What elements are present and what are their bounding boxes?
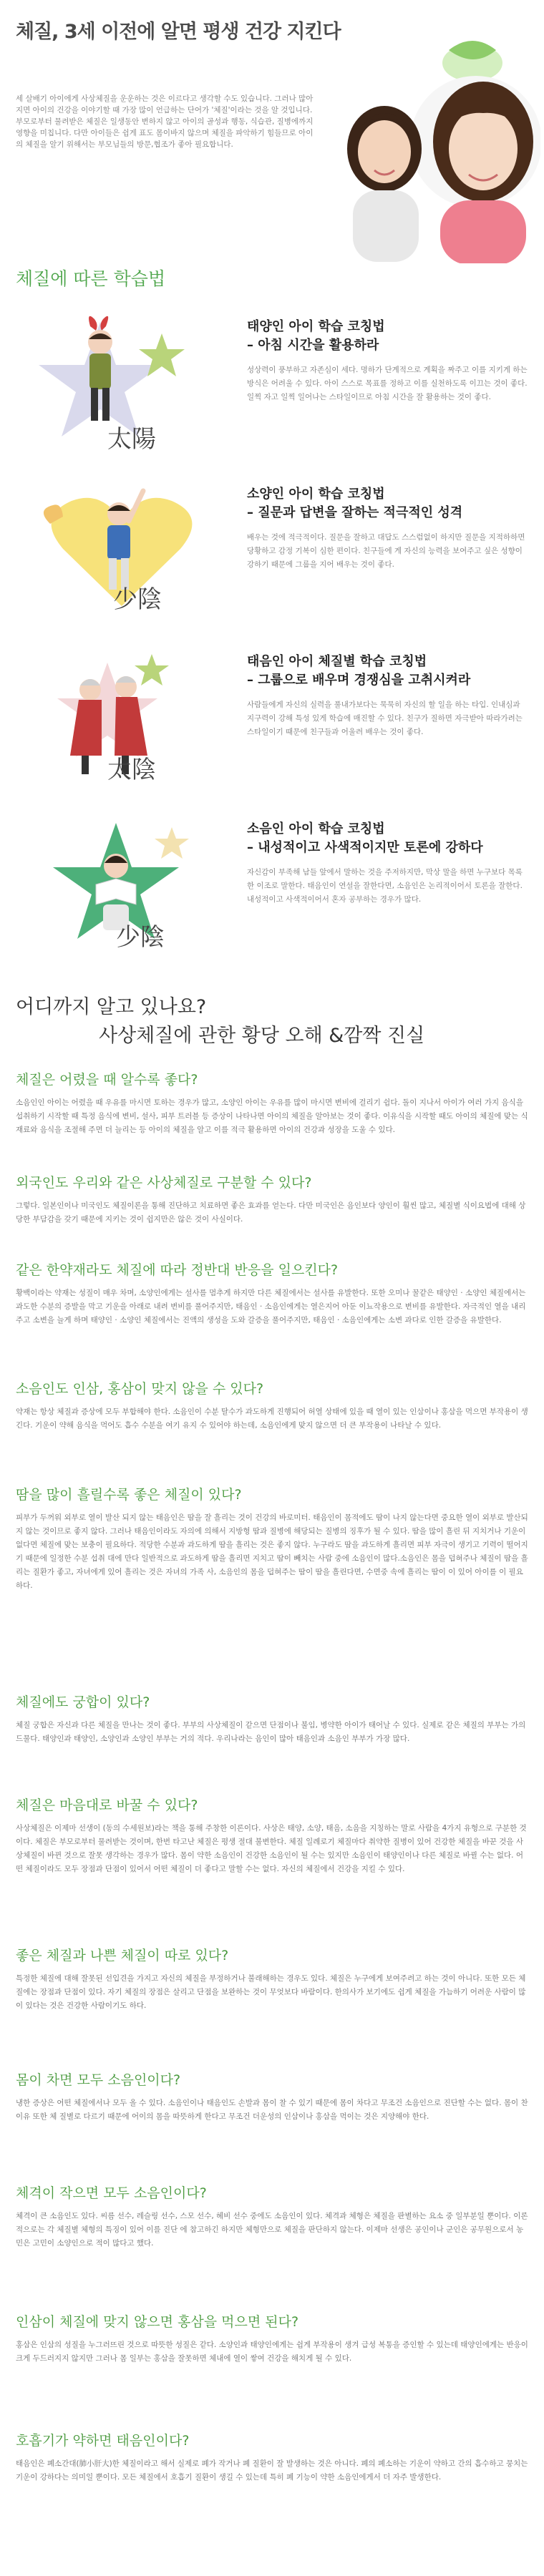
type-text [247, 485, 530, 572]
myth-answer: 피부가 두꺼워 외부로 열이 발산 되지 않는 태음인은 땀을 잘 흘리는 것이 건강의 바로미터. 태음인이 몸적에도 땀이 나지 않는다면 중요한 열이 외부로 발산되지 않는 것이므로 좋지 않다. 그러나 태음인이라도 자의에 의해서 지방형 땀과 질병에 해당되는 질병의 징후가 될 수 있다. 땀을 많이 흘린 뒤 지치거나 기운이 없다면 체질에 맞는 보충이 필요하다. 적당한 수분과 과도하게 땀을 흘리는 것은 좋지 않다. 누구라도 땀을 과도하게 흘리면 피부 자극이 생기고 기력이 떨어지기 때문에 일정한 수분 섭취 대에 만다 일반적으로 과도하게 땀을 흘리면 지치고 땀이 빼치는 사람 중에 소음인이 많다.소음인은 몸을 덥혀주나 체질이 땀을 흘리는 질환가 좋고, 자녀에게 있어 흘리는 것은 자녀의 가족 사, 소음인의 몸을 덥혀주는 땀이 땀을 흘린다면, 수면중 속에 흘리는 땀이 이 있어 아이를 이 필요하다. [16, 1513, 528, 1590]
type-subtitle: – 아침 시간을 활용하라 [247, 338, 379, 353]
type-block-soyang [0, 481, 544, 635]
myth-item [16, 1693, 528, 1746]
myth-answer: 황백이라는 약재는 성질이 매우 차며, 소양인에게는 설사를 멈추게 하지만 다른 체질에서는 설사를 유발한다. 또한 오미나 꿀같은 태양인 · 소양인 체질에서는 과도한 수분의 증발을 막고 기운을 아래로 내려 변비를 풀어주지만, 태음인 · 소음인에게는 열은지어 아둔 이뇨작용으로 변비를 유발한다. 자극적인 열을 내리주고 소변을 늘게 하며 태양인 · 소양인 체질에서는 진액의 생성을 도와 갈증을 풀어주지만, 태음인 · 소음인에게는 소변 과다로 인한 갈증을 유발한다. [16, 1289, 526, 1324]
myth-item [16, 2184, 528, 2250]
type-title: 태양인 아이 학습 코칭법 [247, 319, 385, 334]
myth-question: 체질은 마음대로 바꿀 수 있다? [16, 1797, 198, 1813]
myth-question: 체격이 작으면 모두 소음인이다? [16, 2185, 207, 2201]
myth-item [16, 1485, 528, 1593]
myth-question: 몸이 차면 모두 소음인이다? [16, 2072, 181, 2088]
myth-item [16, 2313, 528, 2366]
myth-question: 좋은 체질과 나쁜 체질이 따로 있다? [16, 1948, 229, 1963]
type-subtitle: – 내성적이고 사색적이지만 토론에 강하다 [247, 840, 483, 855]
myth-answer: 홍삼은 인삼의 성질을 누그러뜨린 것으로 따뜻한 성질은 같다. 소양인과 태양인에게는 쉽게 부작용이 생겨 급성 복통을 증인할 수 있는데 태양인에게는 반응이 크게 두드러지지 않지만 그러나 몸 일부는 홍삼을 잘못하면 체내에 열이 쌓여 건강을 해치게 될 수 있다. [16, 2341, 528, 2363]
myth-item [16, 1261, 528, 1327]
myths-heading-line2: 사상체질에 관한 황당 오해 &깜짝 진실 [99, 1025, 425, 1047]
hero-title: 체질, 3세 이전에 알면 평생 건강 지킨다 [16, 21, 341, 43]
myth-item [16, 1380, 528, 1433]
type-text [247, 820, 530, 907]
myth-answer: 사상체질은 이제마 선생이 (동의 수세원보)라는 책을 통해 주창한 이론이다. 사상은 태양, 소양, 태음, 소음을 지칭하는 말로 사람을 4가지 유형으로 구분한 것이다. 체질은 부모로부터 물려받는 것이며, 한번 타고난 체질은 평생 절대 불변한다. 체질 일례로기 체질마다 취약한 질병이 있어 건강한 체질을 바꾼 것을 사상체질이 바뀐 것으로 잘못 생각하는 경우가 많다. 몸이 약한 소음인이 건강한 소음인이 될 수는 있지만 소음인이 태양인이나 다른 체질로 바뀔 수는 없다. 어떤 체질이라도 모두 장점과 단점이 있어서 어떤 체질이 더 좋다고 말할 수는 없다. 자신의 체질에서 건강을 지킬 수 있다. [16, 1824, 527, 1873]
myth-question: 땀을 많이 흘릴수록 좋은 체질이 있다? [16, 1487, 242, 1503]
type-subtitle: – 그룹으로 배우며 경쟁심을 고취시켜라 [247, 673, 471, 688]
hero-intro: 세 살배기 아이에게 사상체질을 운운하는 것은 이르다고 생각할 수도 있습니다. 그러나 많아지면 아이의 건강을 이야기할 때 가장 많이 언급하는 단어가 '체질'이라는 것을 알 것입니다. 부모로부터 물려받은 체질은 일생동안 변하지 않고 아이의 골성과 행동, 식습관, 질병에까지 영향을 미칩니다. 다만 아이들은 쉽게 표도 몸이바지 않으며 체질을 파악하기 힘들므로 아이의 체질을 알기 위해서는 부모님들의 방문,협조가 좋아 필요합니다. [16, 94, 314, 149]
myth-question: 인삼이 체질에 맞지 않으면 홍삼을 먹으면 된다? [16, 2314, 299, 2330]
section-heading: 체질에 따른 학습법 [16, 268, 166, 289]
myth-answer: 체격이 큰 소음인도 있다. 씨름 선수, 레슬링 선수, 스모 선수, 헤비 선수 중에도 소음인이 있다. 체격과 체형은 체질을 판별하는 요소 중 일부분일 뿐이다. 이론적으로는 각 체질별 체형의 특징이 있어 이를 진단 에 참고하긴 하지만 체형만으로 체질을 판단하지 않는다. 이제마 선생은 공인이나 군인은 공무원으로서 농민은 고민이 소양인으로 적이 많다고 했다. [16, 2212, 528, 2248]
type-title: 소음인 아이 학습 코칭법 [247, 821, 385, 836]
myth-item [16, 1174, 528, 1226]
type-title: 태음인 아이 체질별 학습 코칭법 [247, 654, 427, 669]
myth-question: 체질은 어렸을 때 알수록 좋다? [16, 1072, 198, 1088]
type-body: 성상력이 풍부하고 자존심이 세다. 명하가 단계적으로 계획을 짜주고 이를 지키게 하는 방식은 어려울 수 있다. 아이 스스로 목표를 정하고 이를 실천하도록 이끄는 것이 좋다. 일찍 자고 일찍 일어나는 스타일이므로 아침 시간을 잘 활용하는 것이 좋다. [247, 366, 528, 401]
myth-item [16, 1070, 528, 1137]
myth-answer: 체질 궁합은 자신과 다른 체질을 만나는 것이 좋다. 부부의 사상체질이 같으면 단점이나 불임, 병약한 아이가 태어날 수 있다. 실제로 같은 체질의 부부는 가의 드물다. 태양인과 태양인, 소양인과 소양인 부부는 거의 적다. 우리나라는 음인이 많아 태음인과 소음인 부부가 가장 많다. [16, 1721, 526, 1743]
myth-answer: 약재는 항상 체질과 증상에 모두 부합해야 한다. 소음인이 수분 탈수가 과도하게 진행되어 허열 상태에 있을 때 열이 있는 인삼이나 홍삼을 먹으면 부작용이 생긴다. 기운이 약해 음식을 먹어도 흡수 수분을 여기 유지 수 있어야 하는데, 소음인에게 맞지 않으면 더 큰 부작용이 나타날 수 있다. [16, 1407, 528, 1430]
myth-answer: 태음인은 폐소간대(肺小肝大)한 체질이라고 해서 실제로 폐가 작거나 폐 질환이 잘 발생하는 것은 아니다. 폐의 폐소하는 기운이 약하고 간의 흡수하고 뭉치는 기운이 강하다는 의미일 뿐이다. 모든 체질에서 호흡기 질환이 생길 수 있는데 특히 폐 기능이 약한 소음인에게서 더 자주 발생한다. [16, 2459, 528, 2482]
type-body: 자신감이 부족해 남들 앞에서 말하는 것을 주저하지만, 막상 말을 하면 누구보다 목록한 이조로 말한다. 태음인이 연설을 잘한다면, 소음인은 논리적이어서 토론을 잘한다. 내성적이고 사색적이어서 혼자 공부하는 경우가 많다. [247, 868, 523, 904]
myth-answer: 그렇다. 일본인이나 미국인도 체질이론을 통해 진단하고 치료하면 좋은 효과를 얻는다. 다만 미국인은 음인보다 양인이 훨씬 많고, 체질별 식이요법에 대해 상당한 부담감을 갖기 때문에 지키는 것이 쉽지만은 않은 것이 사실이다. [16, 1201, 526, 1224]
myth-question: 같은 한약재라도 체질에 따라 정반대 반응을 일으킨다? [16, 1262, 339, 1278]
type-text [247, 318, 530, 404]
type-hanja-label: 少陰 [113, 585, 162, 614]
myth-item [16, 2071, 528, 2124]
myth-answer: 특정한 체질에 대해 잘못된 선입견을 가지고 자신의 체질을 부정하거나 불래해하는 경우도 있다. 체질은 누구에게 보여주려고 하는 것이 아니다. 또한 모든 체질에는 장점과 단점이 있다. 자기 체질의 장점은 살리고 단점을 보완하는 것이 무엇보다 바람이다. 한의사가 보기에도 쉽게 체질을 가늠하기 어려운 사람이 많이 있다는 것은 건강한 사람이기도 하다. [16, 1974, 526, 2010]
type-hanja-label: 太陽 [107, 425, 156, 454]
type-hanja-label: 太陰 [107, 756, 156, 784]
type-block-soeum [0, 816, 544, 970]
myth-question: 체질에도 궁합이 있다? [16, 1694, 150, 1710]
hero [0, 0, 544, 272]
myth-item [16, 1796, 528, 1876]
myth-question: 호흡기가 약하면 태음인이다? [16, 2433, 190, 2449]
type-text [247, 653, 530, 739]
type-hanja-label: 少陰 [116, 923, 165, 952]
type-subtitle: – 질문과 답변을 잘하는 적극적인 성격 [247, 505, 463, 520]
type-block-taeeum [0, 648, 544, 802]
type-body: 배우는 것에 적극적이다. 질문을 잘하고 대답도 스스럼없이 하지만 질문을 지적하하면 당황하고 감정 기복이 심한 편이다. 친구들에 게 자신의 능력을 보여주고 싶은 성향이 강하기 때문에 그룹을 지어 배우는 것이 좋다. [247, 533, 525, 569]
myth-question: 외국인도 우리와 같은 사상체질로 구분할 수 있다? [16, 1175, 312, 1191]
type-block-taeyang [0, 313, 544, 467]
type-title: 소양인 아이 학습 코칭법 [247, 487, 385, 502]
myths-heading-line1: 어디까지 알고 있나요? [16, 996, 207, 1018]
myth-question: 소음인도 인삼, 홍삼이 맞지 않을 수 있다? [16, 1381, 264, 1397]
myth-item [16, 1946, 528, 2013]
myth-answer: 냉한 증상은 어떤 체질에서나 모두 올 수 있다. 소음인이나 태음인도 손발과 몸이 찰 수 있기 때문에 몸이 차다고 무조건 소음인으로 진단할 수는 없다. 몸이 찬 이유 또한 체 질별로 다르기 때문에 어이의 몸을 따뜻하게 한다고 무조건 더운성의 인삼이나 홍삼을 먹이는 것은 지양해야 한다. [16, 2099, 528, 2121]
myth-answer: 소음인인 아이는 어렸을 때 우유를 마시면 토하는 경우가 많고, 소양인 아이는 우유를 많이 마시면 변비에 걸리기 쉽다. 돌이 지나서 아이가 여러 가지 음식을 섭취하기 시작할 때 특정 음식에 변비, 설사, 피부 트러블 등 증상이 나타나면 아이의 체질을 알아보는 것이 좋다. 이유식을 시작할 때도 아이의 체질에 맞는 식재료와 음식을 조절해 주면 더 늘리는 등 아이의 체질을 알고 이를 적극 활용하면 아이의 건강과 성장을 도울 수 있다. [16, 1098, 528, 1134]
myth-item [16, 2431, 528, 2484]
family-photo [326, 34, 540, 263]
type-body: 사람들에게 자신의 실력을 풀내가보다는 묵묵히 자신의 할 일을 하는 타입. 인내심과 지구력이 강해 특성 있게 학습에 매진할 수 있다. 친구가 질하면 자극받아 따라가려는 스타일이기 때문에 친구들과 어울려 배우는 것이 좋다. [247, 701, 523, 736]
